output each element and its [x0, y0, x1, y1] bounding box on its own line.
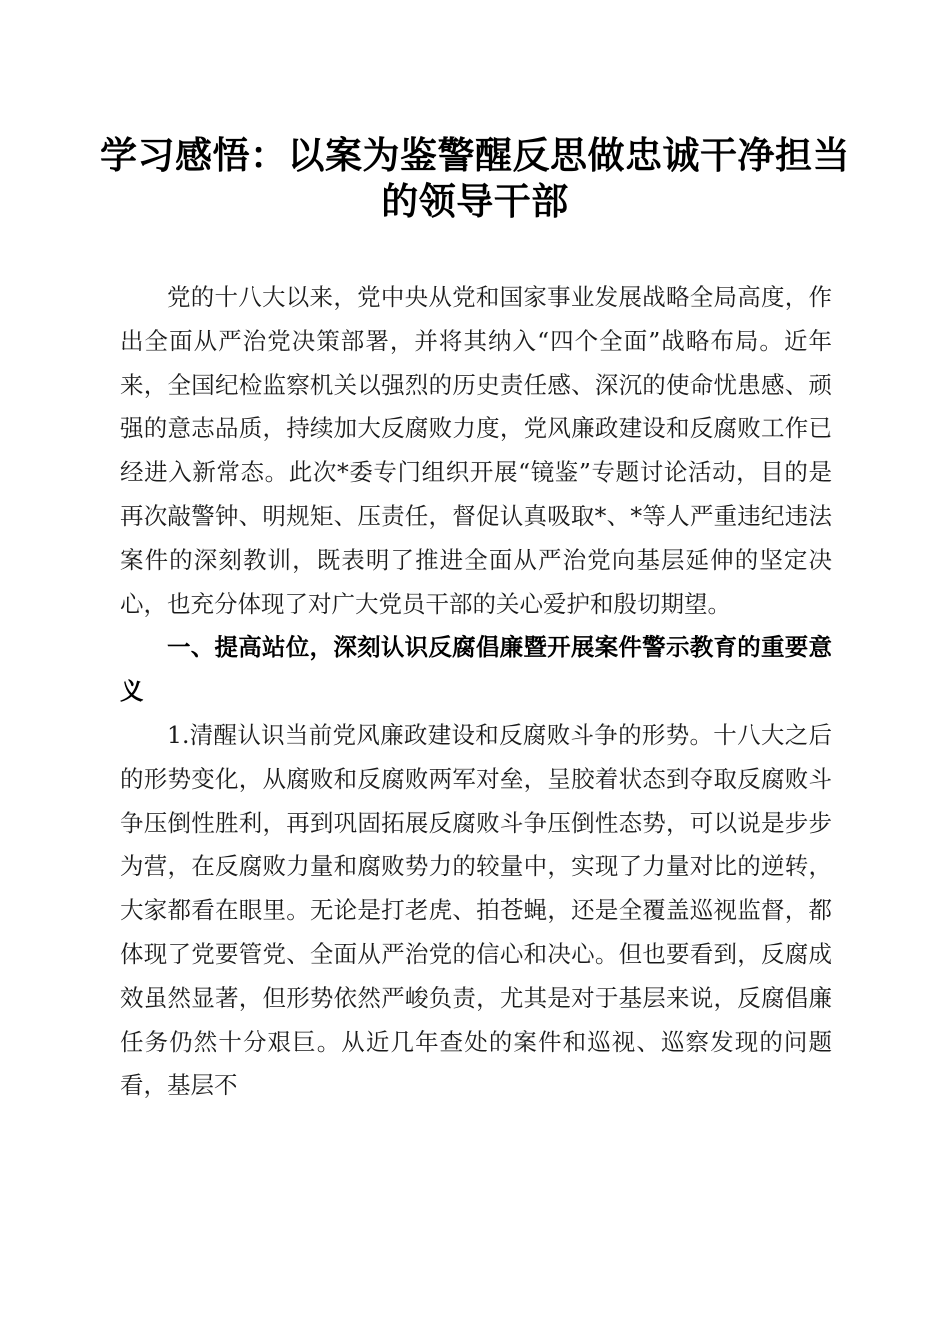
document-title	[100, 132, 850, 224]
section-heading: 一、提高站位，深刻认识反腐倡廉暨开展案件警示教育的重要意义	[120, 633, 832, 706]
document-body	[120, 276, 832, 1108]
intro-paragraph: 党的十八大以来，党中央从党和国家事业发展战略全局高度，作出全面从严治党决策部署，并将其纳入“四个全面”战略布局。近年来，全国纪检监察机关以强烈的历史责任感、深沉的使命忧患感、顽强的意志品质，持续加大反腐败力度，党风廉政建设和反腐败工作已经进入新常态。此次*委专门组织开展“镜鉴”专题讨论活动，目的是再次敲警钟、明规矩、压责任，督促认真吸取*、*等人严重违纪违法案件的深刻教训，既表明了推进全面从严治党向基层延伸的坚定决心，也充分体现了对广大党员干部的关心爱护和殷切期望。	[120, 283, 832, 618]
title-line-2: 的领导干部	[381, 179, 569, 223]
section-paragraph: 1.清醒认识当前党风廉政建设和反腐败斗争的形势。十八大之后的形势变化，从腐败和反腐败两军对垒，呈胶着状态到夺取反腐败斗争压倒性胜利，再到巩固拓展反腐败斗争压倒性态势，可以说是步步为营，在反腐败力量和腐败势力的较量中，实现了力量对比的逆转，大家都看在眼里。无论是打老虎、拍苍蝇，还是全覆盖巡视监督，都体现了党要管党、全面从严治党的信心和决心。但也要看到，反腐成效虽然显著，但形势依然严峻负责，尤其是对于基层来说，反腐倡廉任务仍然十分艰巨。从近几年查处的案件和巡视、巡察发现的问题看，基层不	[120, 720, 832, 1100]
title-line-1: 学习感悟：以案为鉴警醒反思做忠诚干净担当	[100, 133, 850, 177]
